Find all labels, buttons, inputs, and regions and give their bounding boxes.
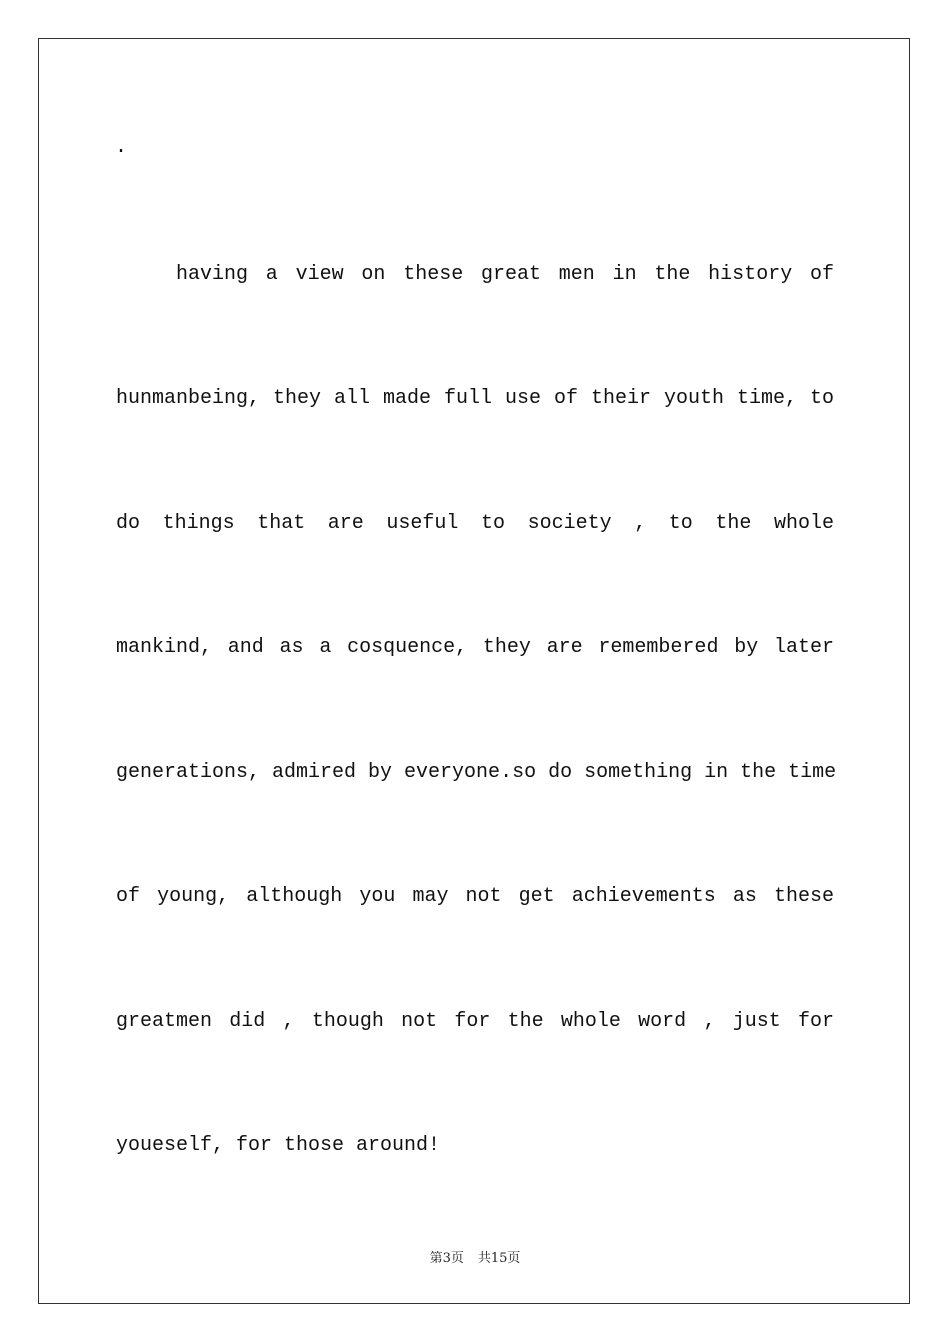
- paragraph-line: greatmen did , though not for the whole word , just for: [116, 1010, 834, 1033]
- paragraph-line: generations, admired by everyone.so do something in the time: [116, 761, 837, 784]
- leading-mark: ·: [115, 140, 128, 163]
- paragraph-line: of young, although you may not get achievements as these: [116, 885, 834, 908]
- paragraph-line: hunmanbeing, they all made full use of their youth time, to: [116, 387, 834, 410]
- page-total: 共15页: [477, 1251, 521, 1266]
- page-footer: [0, 1247, 950, 1266]
- page-border: [38, 38, 910, 1304]
- paragraph-line: do things that are useful to society , to the whole: [116, 512, 834, 535]
- page-number: 第3页: [429, 1251, 464, 1266]
- paragraph-line: youeself, for those around!: [116, 1134, 441, 1157]
- paragraph-line: mankind, and as a cosquence, they are remembered by later: [116, 636, 834, 659]
- paragraph-line: having a view on these great men in the history of: [176, 263, 834, 286]
